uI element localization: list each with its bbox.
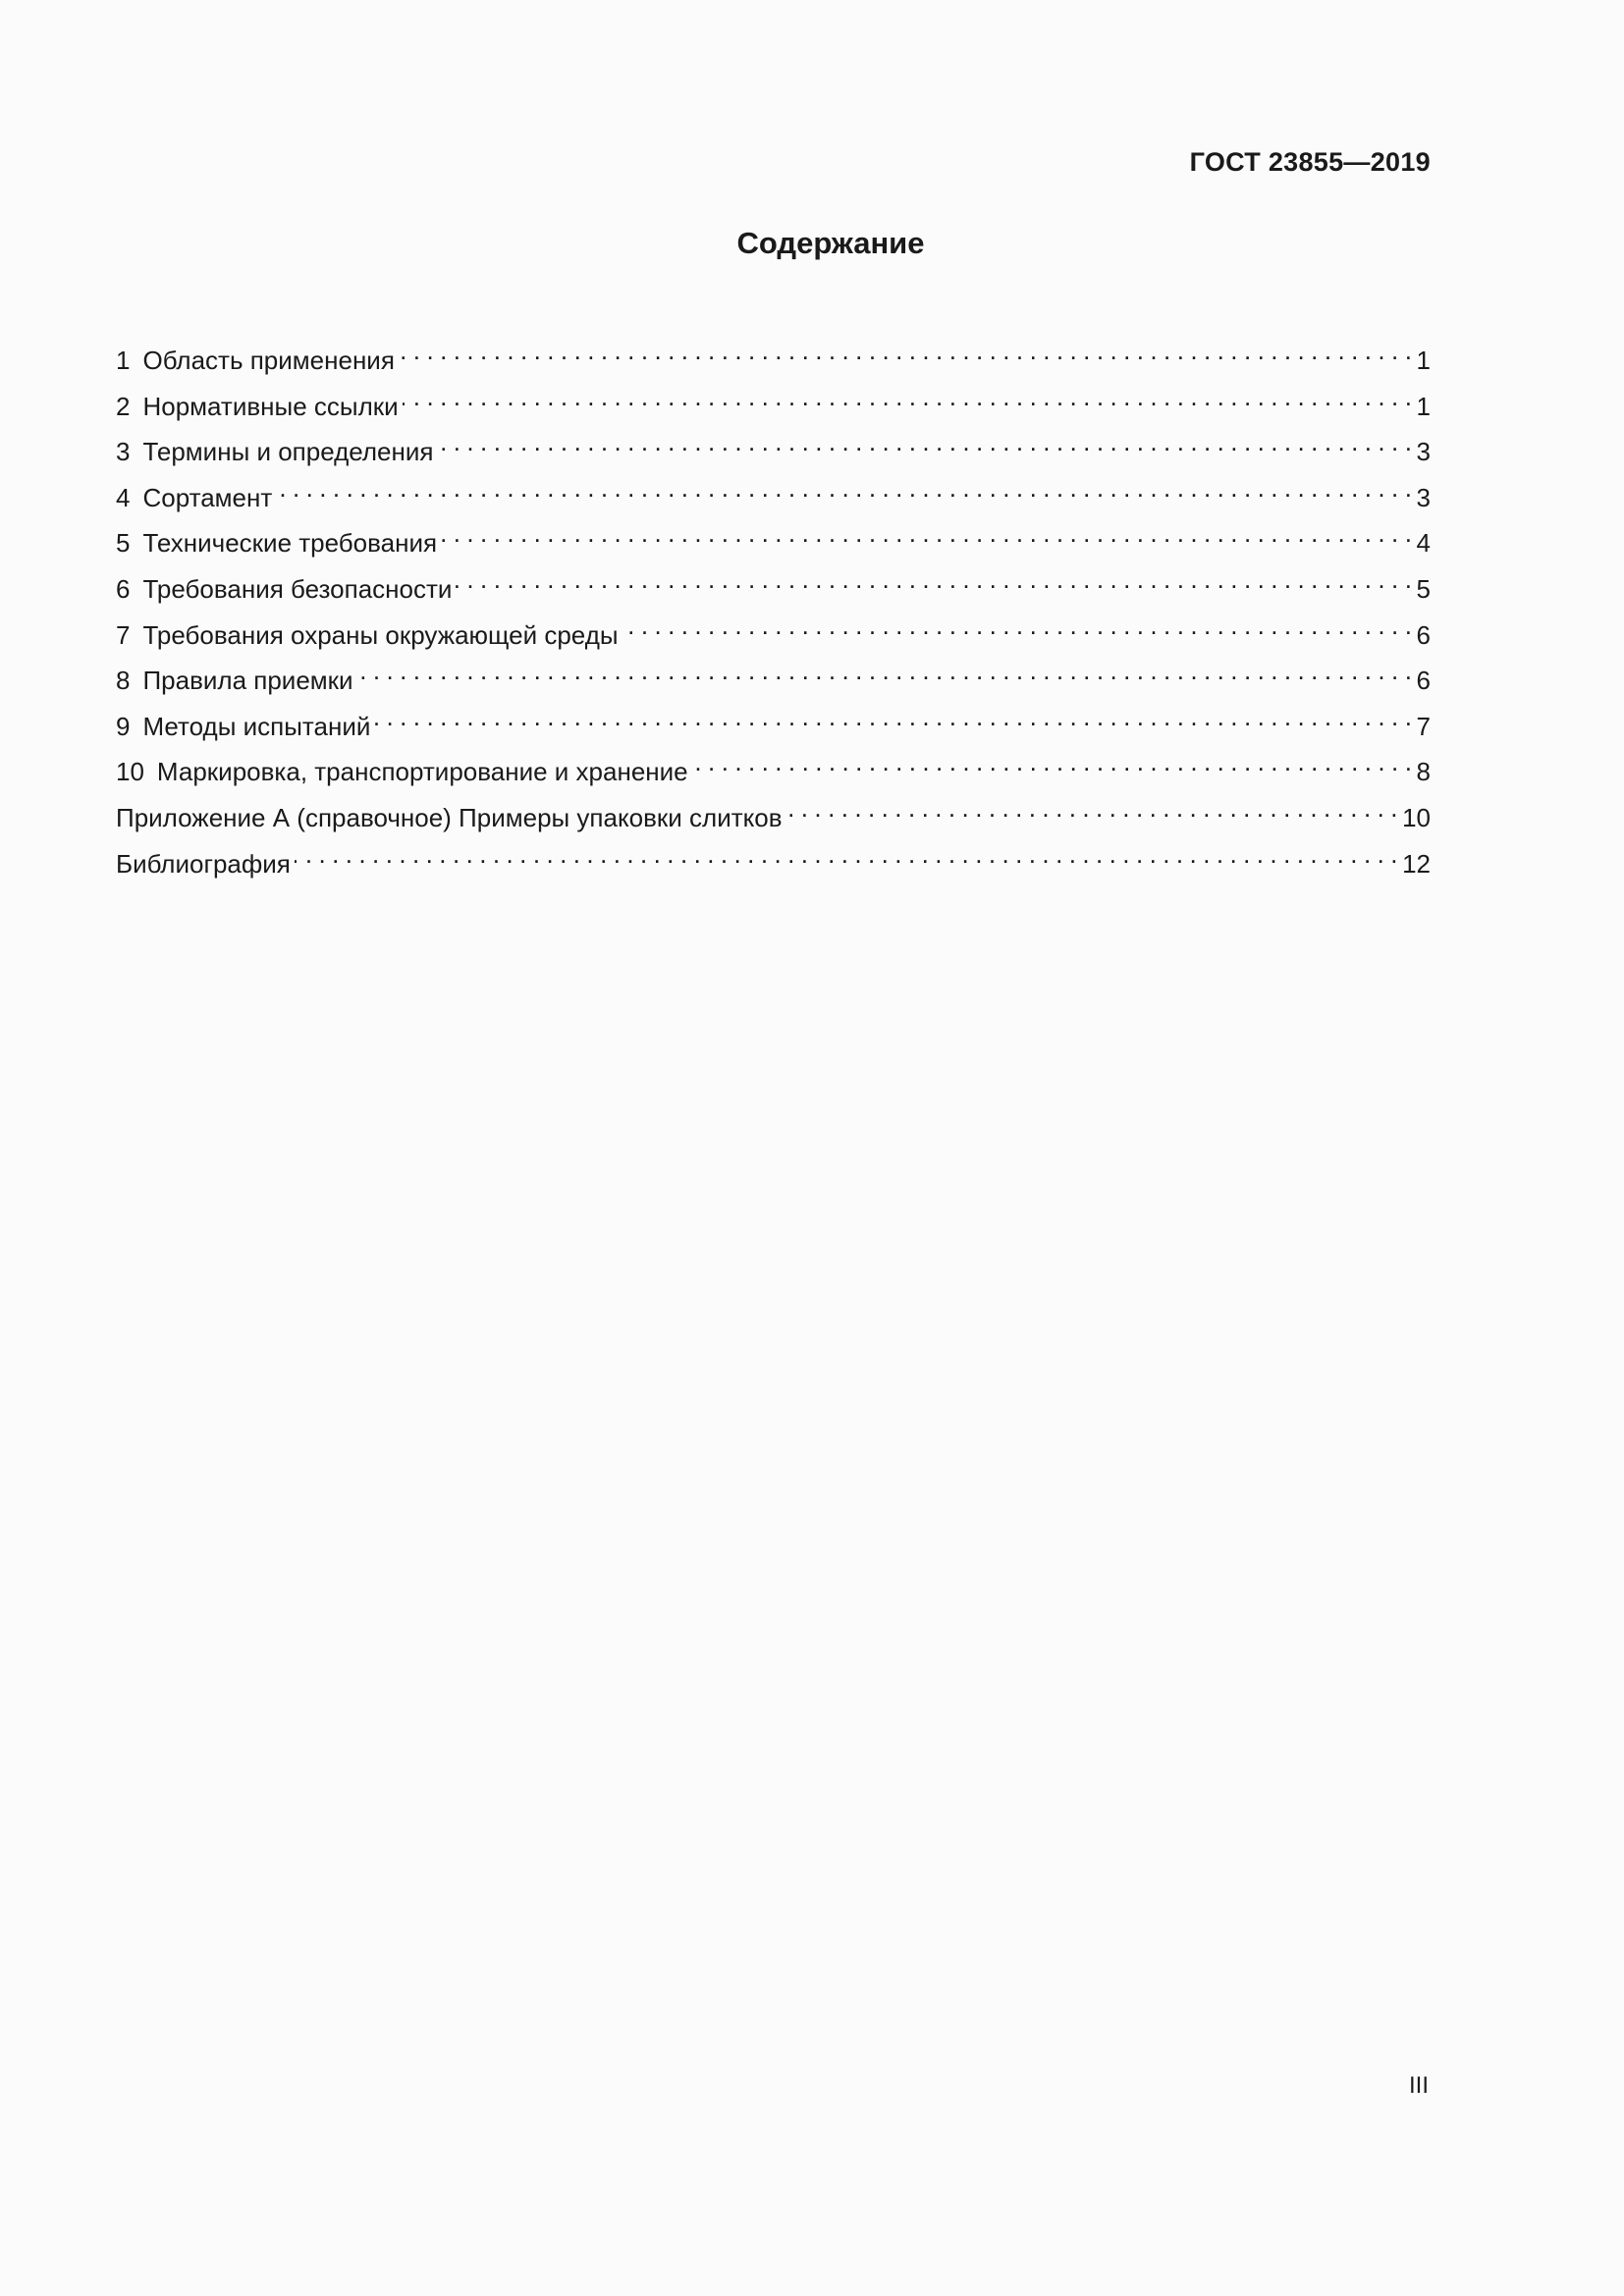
toc-leader-dots [623,607,1413,644]
toc-entry[interactable] [116,652,1431,698]
toc-entry-page: 8 [1416,757,1431,787]
toc-leader-dots [437,423,1412,460]
document-code: ГОСТ 23855—2019 [1189,147,1431,177]
toc-entry-label: Технические требования [142,528,438,559]
toc-leader-dots [441,514,1412,552]
toc-entry-number: 2 [116,391,131,421]
toc-entry[interactable] [116,607,1431,653]
toc-entry-label: Требования охраны окружающей среды [142,619,619,650]
toc-entry[interactable] [116,332,1431,378]
toc-entry-label: Термины и определения [142,437,434,467]
toc-entry[interactable] [116,743,1431,789]
toc-entry[interactable] [116,561,1431,607]
toc-entry-page: 7 [1416,711,1431,741]
toc-entry-page: 4 [1416,528,1431,559]
toc-leader-dots [692,743,1413,780]
toc-entry-label: Нормативные ссылки [142,391,399,421]
toc-entry-appendix[interactable] [116,789,1431,835]
toc-entry-label: Методы испытаний [142,711,371,741]
toc-entry-number: 8 [116,666,131,696]
toc-leader-dots [276,469,1412,507]
toc-entry-bibliography[interactable] [116,835,1431,881]
toc-leader-dots [295,835,1398,873]
toc-entry-page: 3 [1416,437,1431,467]
toc-leader-dots [456,561,1412,598]
toc-title: Содержание [736,226,925,260]
toc-entry[interactable] [116,423,1431,469]
toc-entry-page: 1 [1416,346,1431,375]
toc-leader-dots [786,789,1399,827]
toc-entry-number: 3 [116,437,131,467]
toc-entry-number: 10 [116,757,144,787]
page-number: III [1408,2072,1429,2099]
toc-entry-page: 6 [1416,666,1431,696]
toc-leader-dots [403,378,1413,415]
toc-entry-label: Библиография [116,848,291,879]
toc-entry-number: 1 [116,346,131,375]
toc-entry-page: 12 [1402,848,1431,879]
toc-entry-label: Маркировка, транспортирование и хранение [156,757,688,787]
toc-entry-page: 3 [1416,482,1431,512]
toc-entry-label: Правила приемки [142,666,353,696]
toc-entry-label: Область применения [142,346,395,375]
toc-leader-dots [374,698,1412,735]
toc-entry-page: 10 [1402,802,1431,832]
toc-entry-page: 5 [1416,573,1431,604]
toc-entry-number: 9 [116,711,131,741]
table-of-contents [116,332,1431,881]
toc-entry[interactable] [116,514,1431,561]
toc-entry-number: 5 [116,528,131,559]
toc-entry[interactable] [116,698,1431,744]
toc-entry[interactable] [116,378,1431,424]
toc-entry-label: Требования безопасности [142,573,453,604]
toc-entry-number: 4 [116,482,131,512]
toc-entry-page: 6 [1416,619,1431,650]
toc-leader-dots [399,332,1413,369]
toc-entry-number: 7 [116,619,131,650]
toc-entry-label: Сортамент [142,482,273,512]
toc-entry-label: Приложение А (справочное) Примеры упаковки слитков [116,802,783,832]
toc-entry-number: 6 [116,573,131,604]
toc-entry-page: 1 [1416,391,1431,421]
toc-entry[interactable] [116,469,1431,515]
toc-leader-dots [357,652,1413,689]
